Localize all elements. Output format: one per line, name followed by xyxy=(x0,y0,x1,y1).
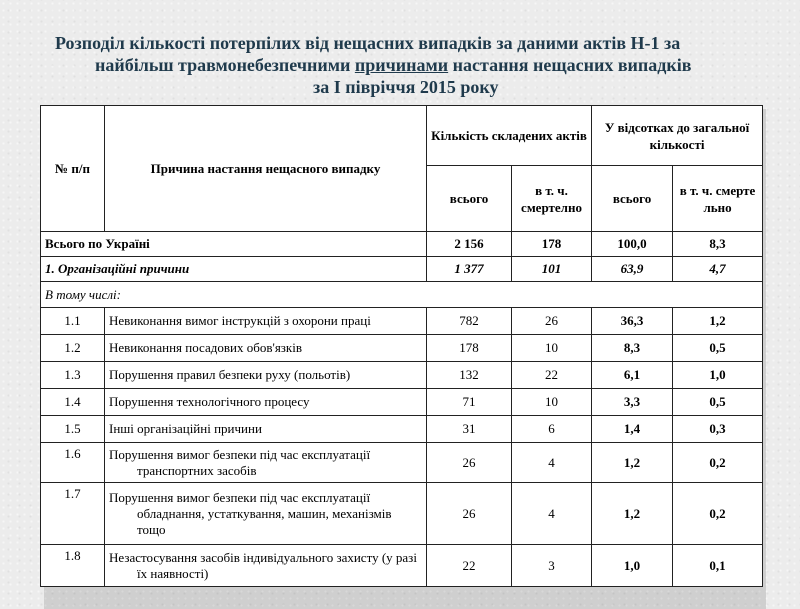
header-fatal: в т. ч. смертелно xyxy=(512,166,592,232)
row-cause: Порушення вимог безпеки під час експлуатації обладнання, устаткування, машин, механізмів тощо xyxy=(105,483,427,545)
org-pct-total: 63,9 xyxy=(592,257,673,282)
row-total: 31 xyxy=(427,416,512,443)
title-line-2-end: настання нещасних випадків xyxy=(448,55,692,75)
table-row xyxy=(41,483,763,545)
row-pct-fatal: 1,2 xyxy=(673,308,763,335)
header-row-1 xyxy=(41,106,763,166)
title-line-2 xyxy=(95,54,692,76)
row-num: 1.5 xyxy=(41,416,105,443)
title-underlined-word: причинами xyxy=(354,55,449,75)
row-fatal: 10 xyxy=(512,389,592,416)
row-fatal: 3 xyxy=(512,545,592,587)
injury-causes-table xyxy=(40,105,763,587)
table-row xyxy=(41,416,763,443)
summary-fatal: 178 xyxy=(512,232,592,257)
row-pct-total: 1,2 xyxy=(592,483,673,545)
table-row xyxy=(41,362,763,389)
summary-label: Всього по Україні xyxy=(41,232,427,257)
row-num: 1.7 xyxy=(41,483,105,545)
table-row xyxy=(41,389,763,416)
row-cause: Порушення вимог безпеки під час експлуатації транспортних засобів xyxy=(105,443,427,483)
table-row xyxy=(41,443,763,483)
row-pct-fatal: 0,2 xyxy=(673,483,763,545)
header-total: всього xyxy=(427,166,512,232)
row-pct-fatal: 1,0 xyxy=(673,362,763,389)
row-fatal: 4 xyxy=(512,483,592,545)
row-cause: Порушення правил безпеки руху (польотів) xyxy=(105,362,427,389)
row-num: 1.4 xyxy=(41,389,105,416)
row-pct-total: 6,1 xyxy=(592,362,673,389)
summary-total: 2 156 xyxy=(427,232,512,257)
row-pct-total: 36,3 xyxy=(592,308,673,335)
row-pct-fatal: 0,3 xyxy=(673,416,763,443)
row-fatal: 6 xyxy=(512,416,592,443)
table-row xyxy=(41,545,763,587)
row-total: 178 xyxy=(427,335,512,362)
header-count-group: Кількість складених актів xyxy=(427,106,592,166)
row-pct-total: 3,3 xyxy=(592,389,673,416)
org-total: 1 377 xyxy=(427,257,512,282)
row-pct-fatal: 0,5 xyxy=(673,335,763,362)
row-pct-total: 1,0 xyxy=(592,545,673,587)
including-row xyxy=(41,282,763,308)
row-num: 1.2 xyxy=(41,335,105,362)
row-cause: Інші організаційні причини xyxy=(105,416,427,443)
row-fatal: 4 xyxy=(512,443,592,483)
summary-pct-total: 100,0 xyxy=(592,232,673,257)
row-total: 71 xyxy=(427,389,512,416)
header-percent-group: У відсотках до загальної кількості xyxy=(592,106,763,166)
row-total: 132 xyxy=(427,362,512,389)
row-total: 26 xyxy=(427,483,512,545)
header-cause: Причина настання нещасного випадку xyxy=(105,106,427,232)
row-num: 1.6 xyxy=(41,443,105,483)
row-pct-total: 1,4 xyxy=(592,416,673,443)
summary-pct-fatal: 8,3 xyxy=(673,232,763,257)
row-total: 26 xyxy=(427,443,512,483)
row-pct-fatal: 0,5 xyxy=(673,389,763,416)
table-row xyxy=(41,335,763,362)
row-num: 1.1 xyxy=(41,308,105,335)
row-cause: Незастосування засобів індивідуального захисту (у разі їх наявності) xyxy=(105,545,427,587)
title-line-2-start: найбільш травмонебезпечними xyxy=(95,55,355,75)
row-cause: Невиконання посадових обов'язків xyxy=(105,335,427,362)
row-pct-total: 8,3 xyxy=(592,335,673,362)
title-line-3: за І півріччя 2015 року xyxy=(313,77,499,97)
org-fatal: 101 xyxy=(512,257,592,282)
header-pct-fatal: в т. ч. смерте льно xyxy=(673,166,763,232)
table-row xyxy=(41,308,763,335)
including-label: В тому числі: xyxy=(41,282,763,308)
row-pct-fatal: 0,1 xyxy=(673,545,763,587)
org-row xyxy=(41,257,763,282)
row-fatal: 22 xyxy=(512,362,592,389)
header-num: № п/п xyxy=(41,106,105,232)
row-total: 22 xyxy=(427,545,512,587)
org-label: 1. Організаційні причини xyxy=(41,257,427,282)
row-total: 782 xyxy=(427,308,512,335)
title-line-1: Розподіл кількості потерпілих від нещасних випадків за даними актів Н-1 за xyxy=(55,33,681,53)
header-pct-total: всього xyxy=(592,166,673,232)
org-pct-fatal: 4,7 xyxy=(673,257,763,282)
row-num: 1.3 xyxy=(41,362,105,389)
row-num: 1.8 xyxy=(41,545,105,587)
row-fatal: 26 xyxy=(512,308,592,335)
row-pct-fatal: 0,2 xyxy=(673,443,763,483)
summary-row xyxy=(41,232,763,257)
row-pct-total: 1,2 xyxy=(592,443,673,483)
row-fatal: 10 xyxy=(512,335,592,362)
row-cause: Порушення технологічного процесу xyxy=(105,389,427,416)
row-cause: Невиконання вимог інструкцій з охорони праці xyxy=(105,308,427,335)
